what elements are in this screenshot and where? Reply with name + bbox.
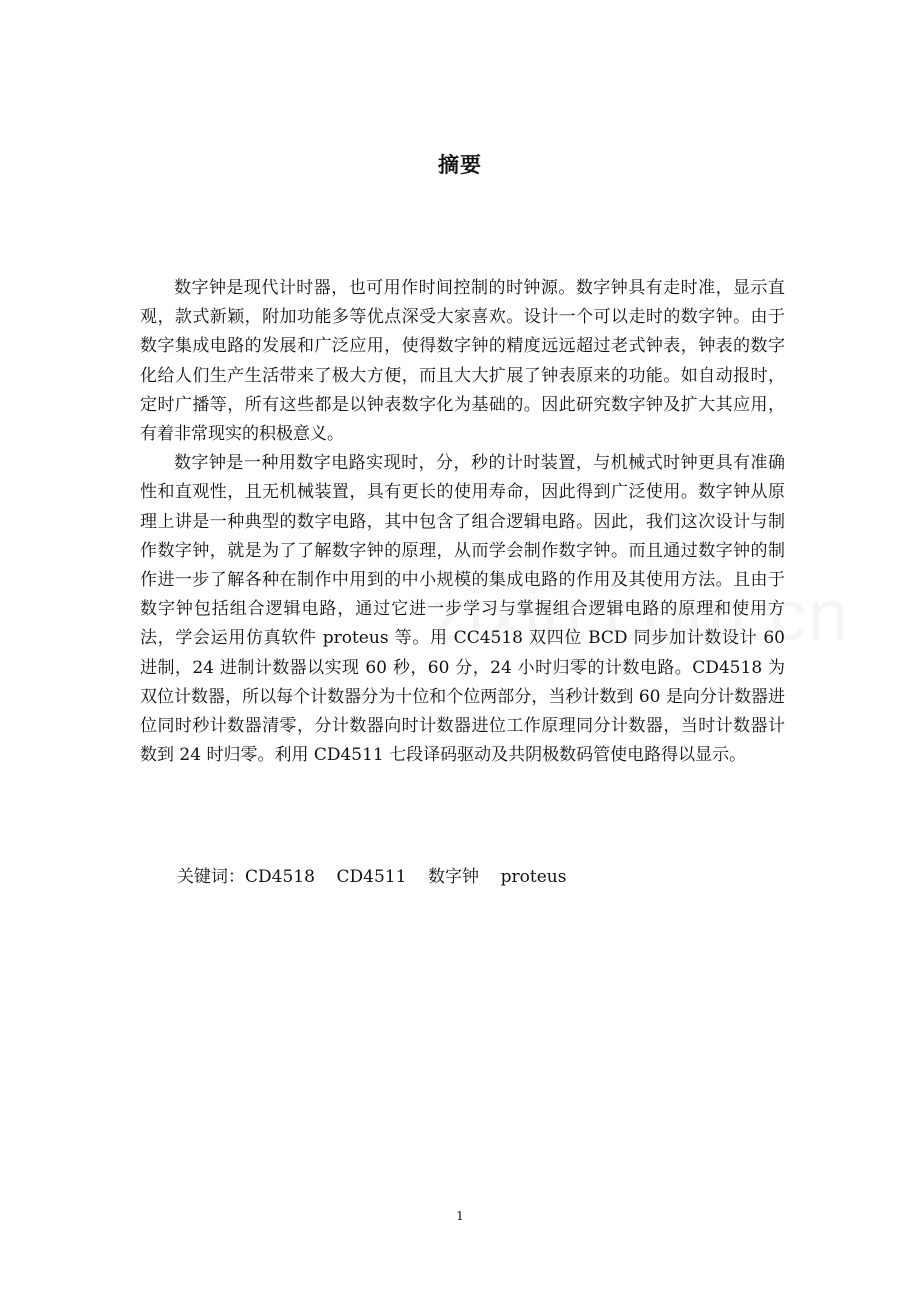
abstract-paragraph-1: 数字钟是现代计时器，也可用作时间控制的时钟源。数字钟具有走时准，显示直观，款式新颖，附加功能多等优点深受大家喜欢。设计一个可以走时的数字钟。由于数字集成电路的发展和广泛应用，使得数字钟的精度远远超过老式钟表，钟表的数字化给人们生产生活带来了极大方便，而且大大扩展了钟表原来的功能。如自动报时，定时广播等，所有这些都是以钟表数字化为基础的。因此研究数字钟及扩大其应用，有着非常现实的积极意义。: [140, 278, 785, 445]
abstract-paragraph-2: 数字钟是一种用数字电路实现时，分，秒的计时装置，与机械式时钟更具有准确性和直观性，且无机械装置，具有更长的使用寿命，因此得到广泛使用。数字钟从原理上讲是一种典型的数字电路，其中包含了组合逻辑电路。因此，我们这次设计与制作数字钟，就是为了了解数字钟的原理，从而学会制作数字钟。而且通过数字钟的制作进一步了解各种在制作中用到的中小规模的集成电路的作用及其使用方法。且由于数字钟包括组合逻辑电路，通过它进一步学习与掌握组合逻辑电路的原理和使用方法，学会运用仿真软件 proteus 等。用 CC4518 双四位 BCD 同步加计数设计 60 进制，24 进制计数器以实现 60 秒，60 分，24 小时归零的计数电路。CD4518 为双位计数器，所以每个计数器分为十位和个位两部分，当秒计数到 60 是向分计数器进位同时秒计数器清零，分计数器向时计数器进位工作原理同分计数器，当时计数器计数到 24 时归零。利用 CD4511 七段译码驱动及共阴极数码管使电路得以显示。: [140, 453, 785, 766]
abstract-body: [140, 274, 785, 770]
keywords-line: 关键词：CD4518 CD4511 数字钟 proteus: [177, 867, 567, 887]
abstract-title: 摘要: [438, 152, 482, 177]
page-number: 1: [456, 1209, 464, 1223]
